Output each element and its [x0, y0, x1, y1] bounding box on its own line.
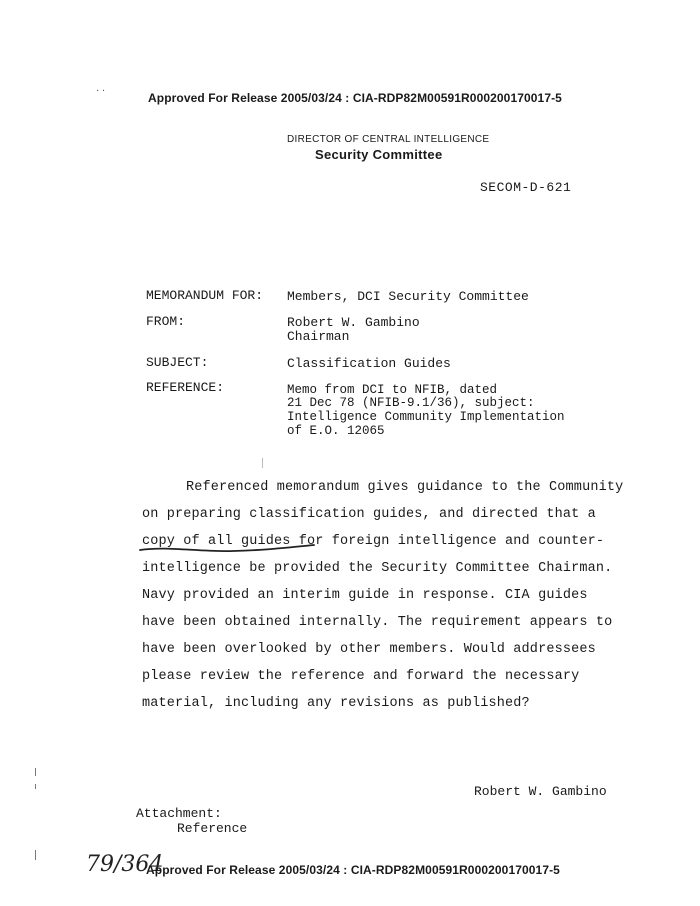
subject-label: SUBJECT:: [146, 355, 209, 370]
release-header: Approved For Release 2005/03/24 : CIA-RDP82M00591R000200170017-5: [148, 91, 562, 105]
from-label: FROM:: [146, 314, 186, 329]
memorandum-for-label: MEMORANDUM FOR:: [146, 288, 264, 303]
scan-mark: [262, 458, 263, 468]
body-line: Referenced memorandum gives guidance to the Community: [186, 480, 624, 495]
memorandum-for-value: Members, DCI Security Committee: [287, 289, 529, 304]
from-name: Robert W. Gambino: [287, 315, 420, 330]
margin-mark: [35, 850, 36, 860]
body-line: on preparing classification guides, and directed that a: [142, 507, 596, 522]
margin-mark: [35, 768, 36, 776]
body-line: copy of all guides for foreign intelligence and counter-: [142, 534, 605, 549]
reference-line: of E.O. 12065: [287, 424, 385, 438]
margin-mark: [35, 784, 36, 789]
signature: Robert W. Gambino: [474, 784, 607, 799]
handwritten-underline: [138, 542, 318, 558]
reference-line: 21 Dec 78 (NFIB-9.1/36), subject:: [287, 396, 535, 410]
handwritten-note: 79/364: [86, 852, 164, 877]
reference-line: Memo from DCI to NFIB, dated: [287, 383, 498, 397]
body-line: material, including any revisions as published?: [142, 696, 530, 711]
body-line: Navy provided an interim guide in response. CIA guides: [142, 588, 588, 603]
reference-label: REFERENCE:: [146, 380, 225, 395]
subject-value: Classification Guides: [287, 356, 451, 371]
body-line: intelligence be provided the Security Committee Chairman.: [142, 561, 613, 576]
body-line: have been overlooked by other members. Would addressees: [142, 642, 596, 657]
attachment-item: Reference: [177, 821, 248, 836]
from-title: Chairman: [287, 329, 350, 344]
letterhead-committee: Security Committee: [315, 147, 443, 162]
reference-line: Intelligence Community Implementation: [287, 410, 565, 424]
document-number: SECOM-D-621: [480, 180, 572, 195]
body-line: have been obtained internally. The requirement appears to: [142, 615, 613, 630]
body-line: please review the reference and forward the necessary: [142, 669, 580, 684]
attachment-label: Attachment:: [136, 806, 222, 821]
corner-marks: · ·: [96, 86, 106, 97]
letterhead-agency: DIRECTOR OF CENTRAL INTELLIGENCE: [287, 134, 490, 145]
release-footer: Approved For Release 2005/03/24 : CIA-RDP82M00591R000200170017-5: [146, 863, 560, 877]
